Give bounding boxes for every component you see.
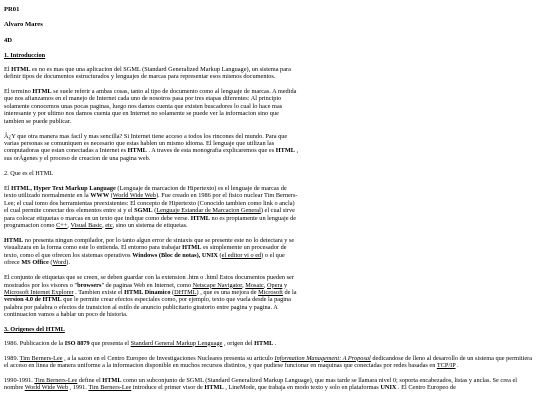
what-is-html-paragraph-3: El conjunto de etiquetas que se creen, se deben guardar con la extension .htm o .html Estos documentos pueden ser mostrados por los visores o "browsers" de paginas Web en Internet, como Netscape Navigator, Mosaic, Opera y Microsoft Internet Explorer . Tambien existe el HTML Dinamico (DHTML) , que es una mejora de Microsoft de la version 4.0 de HTML que le permite crear efectos especiales como, por ejemplo, texto que vuela desde la pagina palabra por palabra o efectos de transicion al estilo de anuncio publicitario giratorio entre pagina y pagina. A continuacion vamos a hablar un poco de historia. bbox=[4, 274, 297, 319]
link-tim-berners-lee-3[interactable]: Tim Berners-Lee bbox=[88, 384, 132, 392]
origins-paragraph-1990: 1990-1991. Tim Berners-Lee define el HTML como un subconjunto de SGML (Standard Generalized Markup Language), que mas tarde se llamara nivel 0; soporta encabezados, listas y anclas. Se crea el nombre World Wide Web , 1991. Tim Berners-Lee introduce el primer visor de HTML , LineMode, que trabaja en modo texto y solo en plataformas UNIX . El Centro Europeo de bbox=[4, 376, 518, 392]
link-dhtml[interactable]: DHTML bbox=[174, 288, 197, 296]
link-etc[interactable]: etc bbox=[105, 221, 113, 229]
intro-paragraph-3: Â¿Y que otra manera mas facil y mas sencilla? Si Internet tiene acceso a todos los rincones del mundo. Para que varias personas se comuniquen es necesario que estas hablen un mismo idioma. El lenguaje que utilizan las computadoras que estan conectadas a Internet es HTML . A traves de esta monografia explicaremos que es HTML , sus orÃgenes y el proceso de creacion de una pagina web. bbox=[4, 132, 299, 162]
link-sgml-standard[interactable]: Standard General Markup Lenguage bbox=[130, 339, 223, 347]
section-origins-title: 3. Origenes del HTML bbox=[4, 326, 65, 334]
link-mosaic[interactable]: Mosaic bbox=[245, 281, 264, 289]
doc-code: PR01 bbox=[4, 6, 20, 13]
link-tim-berners-lee[interactable]: Tim Berners-Lee bbox=[19, 354, 63, 362]
link-information-management[interactable]: Information Management: A Proposal bbox=[274, 354, 371, 362]
link-vi-editor[interactable]: el editor vi o ed bbox=[221, 251, 262, 259]
link-opera[interactable]: Opera bbox=[267, 281, 283, 289]
intro-paragraph-1: El HTML es no es mas que una aplicacion del SGML (Standard Generalized Markup Language), un sistema para definir tipos de documentos estructurados y lenguajes de marcas para representar esos mismos documentos. bbox=[4, 65, 291, 81]
section-introduction-title: 1. Introduccion bbox=[4, 52, 46, 60]
origins-paragraph-1989: 1989. Tim Berners-Lee , a la sazon en el Centro Europeo de Investigaciones Nucleares presenta su articulo Information Management: A Proposal dedicandose de lleno al desarrollo de un sistema que permitiera el acceso en linea de manera uniforme a la informacion disponible en muchos recursos distintos, y que pudiese funcionar en maquinas que conectadas por redes basadas en TCP/IP . bbox=[4, 354, 533, 369]
link-visual-basic[interactable]: Visual Basic bbox=[70, 221, 103, 229]
link-microsoft[interactable]: Microsoft bbox=[258, 288, 283, 296]
doc-group: 4D bbox=[4, 36, 13, 44]
link-world-wide-web[interactable]: World Wide Web bbox=[112, 192, 157, 200]
link-cpp[interactable]: C++ bbox=[56, 221, 68, 229]
origins-paragraph-1986: 1986. Publicacion de la ISO 8879 que presenta el Standard General Markup Lenguage , origen del HTML . bbox=[4, 339, 277, 347]
section-what-is-html-title: 2. Que es el HTML bbox=[4, 169, 54, 177]
link-sgml[interactable]: Lenguaje Estandar de Marcacion General bbox=[156, 207, 261, 215]
link-internet-explorer[interactable]: Microsoft Internet Explorer bbox=[4, 288, 74, 296]
link-world-wide-web-2[interactable]: World Wide Web bbox=[24, 384, 68, 392]
what-is-html-paragraph-2: HTML no presenta ningun compilador, por lo tanto algun error de sintaxis que se presente este no lo detectara y se visualizara en la forma como este lo entienda. El entorno para trabajar HTML es simplemente un procesador de texto, como el que ofrecen los sistemas operativos Windows (Bloc de notas), UNIX (el editor vi o ed) o el que ofrece MS Office (Word). bbox=[4, 236, 295, 267]
intro-paragraph-2: El termino HTML se suele referir a ambas cosas, tanto al tipo de documento como al lenguaje de marcas. A medida que nos afianzamos en el manejo de Internet cada uno de nosotros pasa por tres etapas diferentes: Al principio solamente conocemos unas pocas paginas, luego nos damos cuenta que existen buscadores lo cual lo hace mas interesante y por ultimo nos damos cuenta que en Internet no solamente se puede ver la informacion sino que tambien se puede publicar. bbox=[4, 88, 297, 125]
document-body bbox=[4, 6, 532, 399]
doc-author: Alvaro Mares bbox=[4, 21, 43, 29]
link-netscape-navigator[interactable]: Netscape Navigator bbox=[192, 281, 243, 289]
link-word[interactable]: Word bbox=[52, 259, 67, 267]
link-tim-berners-lee-2[interactable]: Tim Berners-Lee bbox=[34, 376, 78, 384]
what-is-html-paragraph-1: El HTML, Hyper Text Markup Language (Lenguaje de marcacion de Hipertexto) es el lenguaje de marcas de texto utilizado normalmente en la WWW (World Wide Web). Fue creado en 1986 por el fisico nuclear Tim Berners-Lee; el cual tomo dos herramientas preexistentes: El concepto de Hipertexto (Conocido tambien como link o ancla) el cual permite conectar dos elementos entre si y el SGML (Lenguaje Estandar de Marcacion General) el cual sirve para colocar etiquetas o marcas en un texto que indique como debe verse. HTML no es propiamente un lenguaje de programacion como C++, Visual Basic, etc, sino un sistema de etiquetas. bbox=[4, 184, 298, 229]
link-tcp-ip[interactable]: TCP/IP bbox=[436, 361, 456, 369]
